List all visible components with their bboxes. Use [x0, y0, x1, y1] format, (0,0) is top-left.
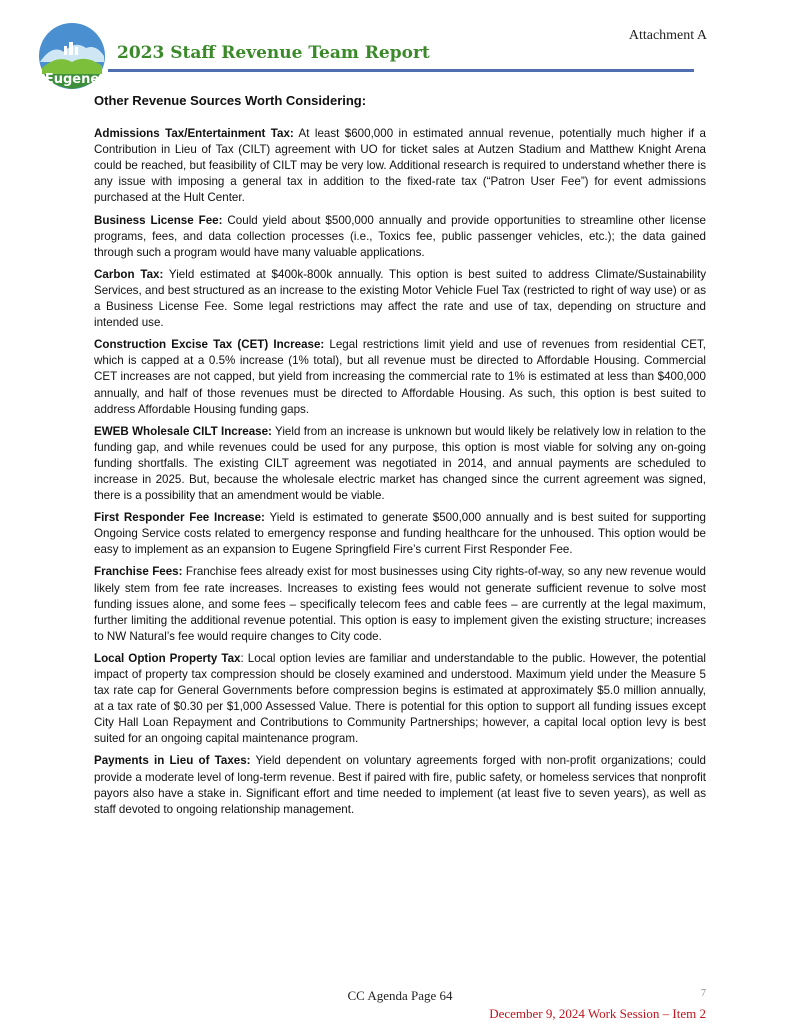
item-title: Carbon Tax:: [94, 267, 164, 281]
logo-wordmark: Eugene: [44, 72, 100, 87]
document-body: [94, 93, 706, 824]
item-text: : Local option levies are familiar and understandable to the public. However, the potential impact of property tax compression should be closely examined and understood. Maximum yield under the Measure 5 tax rate cap for General Governments before compression begins is estimated at approximately $5.0 million annually, at a tax rate of $0.30 per $1,000 Assessed Value. There is potential for this option to support all funding issues except City Hall Loan Repayment and Contributions to Community Partnerships; however, a capital local option levy is best suited for an ongoing capital maintenance program.: [94, 651, 707, 746]
revenue-item-local-option-property-tax: [94, 651, 706, 748]
section-heading-text: Other Revenue Sources Worth Considering: [94, 93, 362, 108]
revenue-item-first-responder-fee: [94, 510, 706, 558]
item-title: Franchise Fees:: [94, 565, 183, 579]
item-title: Admissions Tax/Entertainment Tax:: [94, 127, 294, 141]
item-text: Franchise fees already exist for most businesses using City rights-of-way, so any new revenue would likely stem from fee rate increases. Increases to existing fees would not generate sufficient revenue to solve most funding issues alone, and some fees – specifically telecom fees and cable fees – are currently at the legal maximum, further limiting the additional revenue potential. This option is easy to implement given the existing structure; increases to NW Natural’s fee would require changes to City code.: [94, 565, 706, 643]
report-title: 2023 Staff Revenue Team Report: [117, 43, 430, 63]
title-rule: [108, 69, 694, 72]
revenue-item-carbon-tax: [94, 267, 706, 331]
page-number: 7: [701, 988, 706, 999]
revenue-item-construction-excise-tax: [94, 337, 706, 417]
item-text: Yield dependent on voluntary agreements forged with non-profit organizations; could provide a moderate level of long-term revenue. Best if paired with fire, public safety, or homeless services that nonprofit payors also have a stake in. Significant effort and time needed to implement (at least five to seven years), as well as staff devoted to ongoing relationship management.: [94, 754, 706, 816]
item-title: Construction Excise Tax (CET) Increase:: [94, 338, 325, 352]
item-text: Could yield about $500,000 annually and provide opportunities to streamline other license programs, fees, and data collection processes (i.e., Toxics fee, public passenger vehicles, etc.); the data gained through such a program would have many valuable applications.: [94, 213, 706, 259]
item-text: Yield is estimated to generate $500,000 annually and is best suited for supporting Ongoing Service costs related to emergency response and funding healthcare for the unhoused. This option would be easy to implement as an expansion to Eugene Springfield Fire’s current First Responder Fee.: [94, 511, 706, 557]
item-title: EWEB Wholesale CILT Increase:: [94, 424, 272, 438]
item-text: At least $600,000 in estimated annual revenue, potentially much higher if a Contribution in Lieu of Tax (CILT) agreement with UO for ticket sales at Autzen Stadium and Matthew Knight Arena could be reached, but feasibility of CILT may be very low. Additional research is required to understand whether there is any issue with imposing a general tax in addition to the fixed-rate tax (“Patron User Fee”) for event admissions purchased at the Hult Center.: [94, 127, 706, 205]
agenda-page-label: CC Agenda Page 64: [347, 988, 453, 1003]
section-heading: Other Revenue Sources Worth Considering:: [94, 93, 367, 108]
revenue-item-franchise-fees: [94, 564, 706, 644]
item-text: Legal restrictions limit yield and use of revenues from residential CET, which is capped at a 0.5% increase (1% total), but all revenue must be directed to Affordable Housing. Commercial CET increases are not capped, but yield from increasing the commercial rate to 1% is estimated at less than $400,000 annually, and half of those revenues must be directed to Affordable Housing. As such, this option is best suited to address Affordable Housing funding gaps.: [94, 338, 706, 416]
attachment-label: Attachment A: [628, 28, 707, 43]
revenue-item-admissions-tax: [94, 126, 706, 206]
work-session-label: December 9, 2024 Work Session – Item 2: [489, 1006, 706, 1021]
revenue-item-business-license-fee: [94, 213, 706, 261]
revenue-item-payments-in-lieu: [94, 753, 706, 817]
item-text: Yield estimated at $400k-800k annually. This option is best suited to address Climate/Sustainability Services, and best structured as an increase to the existing Motor Vehicle Fuel Tax (restricted to right of way use) or as a Business License Fee. Some legal restrictions may affect the rate and use of tax, depending on structure and intended use.: [94, 267, 706, 330]
item-title: Business License Fee:: [94, 213, 223, 227]
item-text: Yield from an increase is unknown but would likely be relatively low in relation to the funding gap, and while revenues could be used for any purpose, this option is most viable for solving any on-going funding shortfalls. The existing CILT agreement was negotiated in 2014, and annual payments are scheduled to increase in 2025. But, because the wholesale electric market has changed since the current agreement was signed, there is a possibility that an amendment would be viable.: [94, 424, 706, 503]
eugene-logo: [38, 22, 106, 90]
revenue-item-eweb-cilt: [94, 424, 706, 504]
item-title: First Responder Fee Increase:: [94, 511, 265, 525]
item-title: Payments in Lieu of Taxes:: [94, 754, 251, 768]
item-title: Local Option Property Tax: [94, 651, 241, 665]
